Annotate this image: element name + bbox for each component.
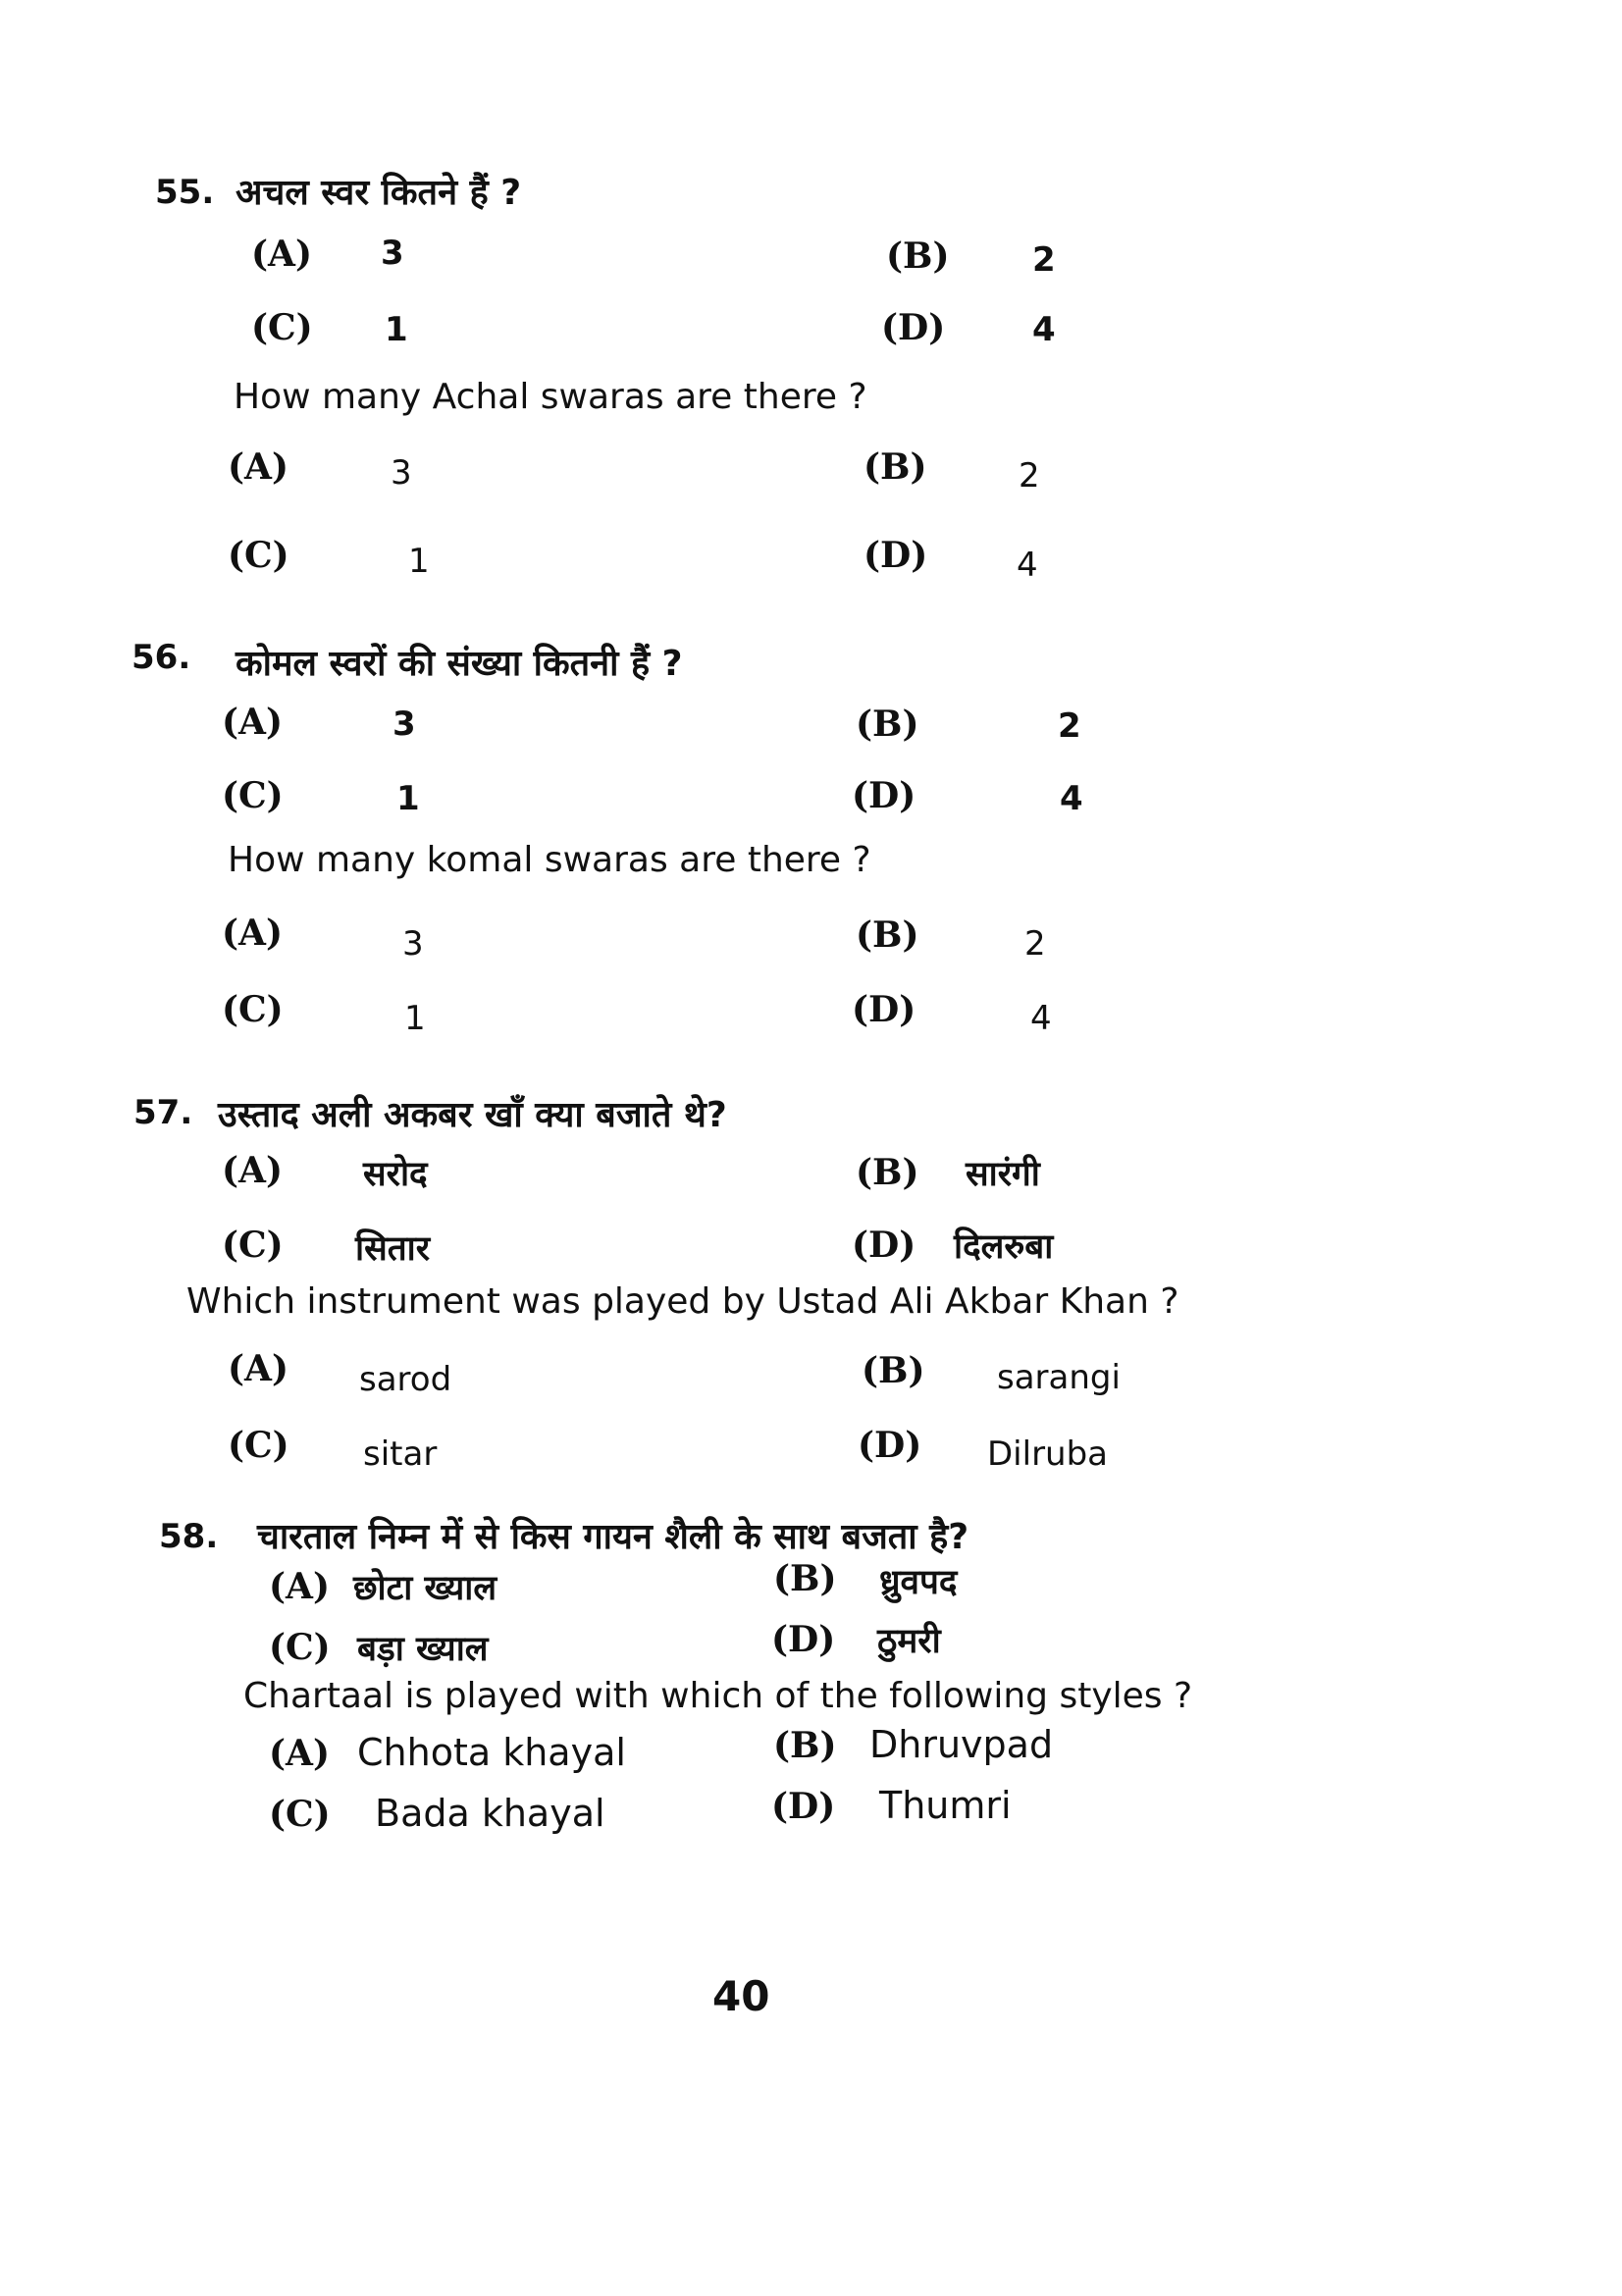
option-b-value: ध्रुवपद [879,1563,958,1602]
option-a-value: Chhota khayal [357,1731,626,1774]
option-c-value: 1 [396,779,420,818]
page-number: 40 [712,1972,770,2020]
option-a-value: sarod [359,1360,452,1399]
question-text-hindi: कोमल स्वरों की संख्या कितनी हैं ? [235,644,683,684]
option-d-label: (D) [771,1619,836,1660]
question-number: 57. [133,1093,193,1132]
option-b-label: (B) [863,446,927,488]
option-d-value: दिलरुबा [954,1227,1054,1267]
option-a-label: (A) [251,234,312,275]
option-b-label: (B) [856,914,919,956]
option-c-label: (C) [222,989,284,1030]
question-text-english: Chartaal is played with which of the following styles ? [243,1676,1193,1716]
option-d-label: (D) [852,1225,916,1266]
option-d-value: 4 [1032,310,1056,349]
option-d-label: (D) [858,1425,922,1466]
option-d-label: (D) [863,535,928,576]
option-b-value: sarangi [997,1358,1121,1397]
option-d-value: 4 [1030,999,1052,1038]
option-b-value: 2 [1024,924,1046,964]
option-a-value: सरोद [363,1155,428,1194]
option-b-value: सारंगी [966,1155,1040,1194]
option-b-value: Dhruvpad [869,1723,1054,1766]
question-text-hindi: अचल स्वर कितने हैं ? [235,173,522,213]
option-c-label: (C) [222,1225,284,1266]
question-text-english: Which instrument was played by Ustad Ali Akbar Khan ? [186,1281,1179,1322]
option-b-label: (B) [856,704,919,745]
option-b-label: (B) [856,1152,919,1193]
option-c-label: (C) [251,307,313,348]
option-b-label: (B) [773,1725,837,1766]
option-a-value: छोटा ख्याल [353,1569,497,1608]
option-c-value: Bada khayal [375,1792,605,1835]
option-a-label: (A) [222,913,283,954]
option-c-value: सितार [355,1229,431,1269]
question-number: 55. [155,173,215,212]
option-b-label: (B) [773,1558,837,1599]
question-number: 58. [159,1517,219,1556]
option-c-value: 1 [404,999,426,1038]
option-c-label: (C) [228,535,289,576]
option-b-value: 2 [1058,706,1081,746]
option-a-label: (A) [228,1348,288,1389]
option-b-value: 2 [1019,456,1040,496]
option-a-value: 3 [381,234,404,273]
option-a-label: (A) [269,1733,330,1774]
option-a-value: 3 [391,453,412,493]
option-c-value: बड़ा ख्याल [357,1630,489,1669]
question-text-english: How many komal swaras are there ? [228,840,871,880]
option-d-value: Thumri [879,1784,1012,1827]
option-b-value: 2 [1032,240,1056,280]
option-d-value: 4 [1017,546,1038,585]
option-d-label: (D) [852,989,916,1030]
option-a-value: 3 [402,924,424,964]
option-c-value: sitar [363,1435,438,1474]
option-d-label: (D) [881,307,946,348]
option-d-value: ठुमरी [877,1622,941,1661]
option-c-label: (C) [222,775,284,816]
question-number: 56. [131,638,191,677]
option-d-label: (D) [771,1786,836,1827]
option-a-label: (A) [228,446,288,488]
option-d-label: (D) [852,775,916,816]
question-text-hindi: चारताल निम्न में से किस गायन शैली के साथ बजता है? [257,1517,969,1557]
option-a-label: (A) [222,1150,283,1191]
question-text-english: How many Achal swaras are there ? [234,377,867,417]
option-c-label: (C) [228,1425,289,1466]
option-d-value: 4 [1060,779,1083,818]
option-d-value: Dilruba [987,1435,1109,1474]
option-a-label: (A) [222,702,283,743]
option-a-value: 3 [392,704,416,744]
option-c-label: (C) [269,1794,331,1835]
option-b-label: (B) [862,1350,925,1391]
question-text-hindi: उस्ताद अली अकबर खाँ क्या बजाते थे? [218,1095,727,1135]
option-c-value: 1 [385,310,408,349]
option-c-value: 1 [408,542,430,581]
option-c-label: (C) [269,1627,331,1668]
option-a-label: (A) [269,1566,330,1607]
option-b-label: (B) [886,235,950,277]
